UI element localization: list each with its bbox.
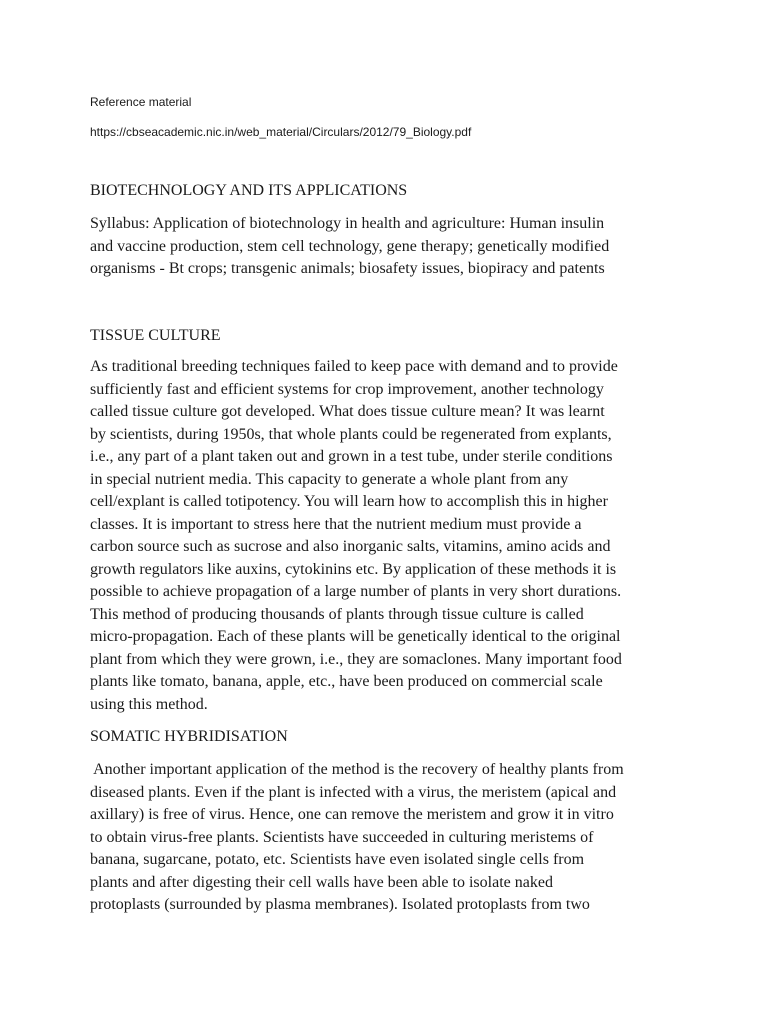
paragraph-line: Another important application of the method is the recovery of healthy plants from xyxy=(90,761,624,778)
paragraph-line: using this method. xyxy=(90,695,208,713)
paragraph-line: cell/explant is called totipotency. You will learn how to accomplish this in higher xyxy=(90,493,608,510)
paragraph-line: organisms - Bt crops; transgenic animals; biosafety issues, biopiracy and patents xyxy=(90,260,605,277)
paragraph-line: by scientists, during 1950s, that whole plants could be regenerated from explants, xyxy=(90,425,612,443)
paragraph-line: sufficiently fast and efficient systems for crop improvement, another technology xyxy=(90,380,604,398)
paragraph-line: in special nutrient media. This capacity to generate a whole plant from any xyxy=(90,470,569,488)
paragraph-line: classes. It is important to stress here that the nutrient medium must provide a xyxy=(90,515,582,533)
paragraph-line: carbon source such as sucrose and also inorganic salts, vitamins, amino acids and xyxy=(90,538,611,555)
paragraph-line: plants like tomato, banana, apple, etc., have been produced on commercial scale xyxy=(90,673,603,690)
paragraph-line: and vaccine production, stem cell technology, gene therapy; genetically modified xyxy=(90,237,610,255)
paragraph-line: banana, sugarcane, potato, etc. Scientists have even isolated single cells from xyxy=(90,851,585,868)
tissue-culture-paragraph xyxy=(90,356,690,716)
paragraph-line: growth regulators like auxins, cytokinins etc. By application of these methods it is xyxy=(90,560,617,578)
somatic-hybridisation-paragraph xyxy=(90,759,690,917)
paragraph-line: As traditional breeding techniques failed to keep pace with demand and to provide xyxy=(90,358,618,375)
syllabus-paragraph xyxy=(90,213,690,281)
paragraph-line: axillary) is free of virus. Hence, one can remove the meristem and grow it in vitro xyxy=(90,806,614,823)
paragraph-line: plant from which they were grown, i.e., they are somaclones. Many important food xyxy=(90,650,622,668)
section-heading-tissue-culture: TISSUE CULTURE xyxy=(90,327,221,344)
paragraph-line: Syllabus: Application of biotechnology in health and agriculture: Human insulin xyxy=(90,215,605,232)
reference-url[interactable]: https://cbseacademic.nic.in/web_material/Circulars/2012/79_Biology.pdf xyxy=(90,125,472,139)
paragraph-line: This method of producing thousands of plants through tissue culture is called xyxy=(90,605,584,623)
paragraph-line: diseased plants. Even if the plant is infected with a virus, the meristem (apical and xyxy=(90,783,617,801)
paragraph-line: to obtain virus-free plants. Scientists have succeeded in culturing meristems of xyxy=(90,828,594,846)
document-title: BIOTECHNOLOGY AND ITS APPLICATIONS xyxy=(90,182,408,199)
paragraph-line: plants and after digesting their cell walls have been able to isolate naked xyxy=(90,873,553,891)
paragraph-line: protoplasts (surrounded by plasma membranes). Isolated protoplasts from two xyxy=(90,896,590,913)
reference-label: Reference material xyxy=(90,95,192,109)
section-heading-somatic-hybridisation: SOMATIC HYBRIDISATION xyxy=(90,728,288,745)
paragraph-line: i.e., any part of a plant taken out and grown in a test tube, under sterile conditions xyxy=(90,448,613,465)
paragraph-line: micro-propagation. Each of these plants will be genetically identical to the original xyxy=(90,628,621,645)
paragraph-line: possible to achieve propagation of a large number of plants in very short durations. xyxy=(90,583,622,600)
paragraph-line: called tissue culture got developed. What does tissue culture mean? It was learnt xyxy=(90,403,605,420)
